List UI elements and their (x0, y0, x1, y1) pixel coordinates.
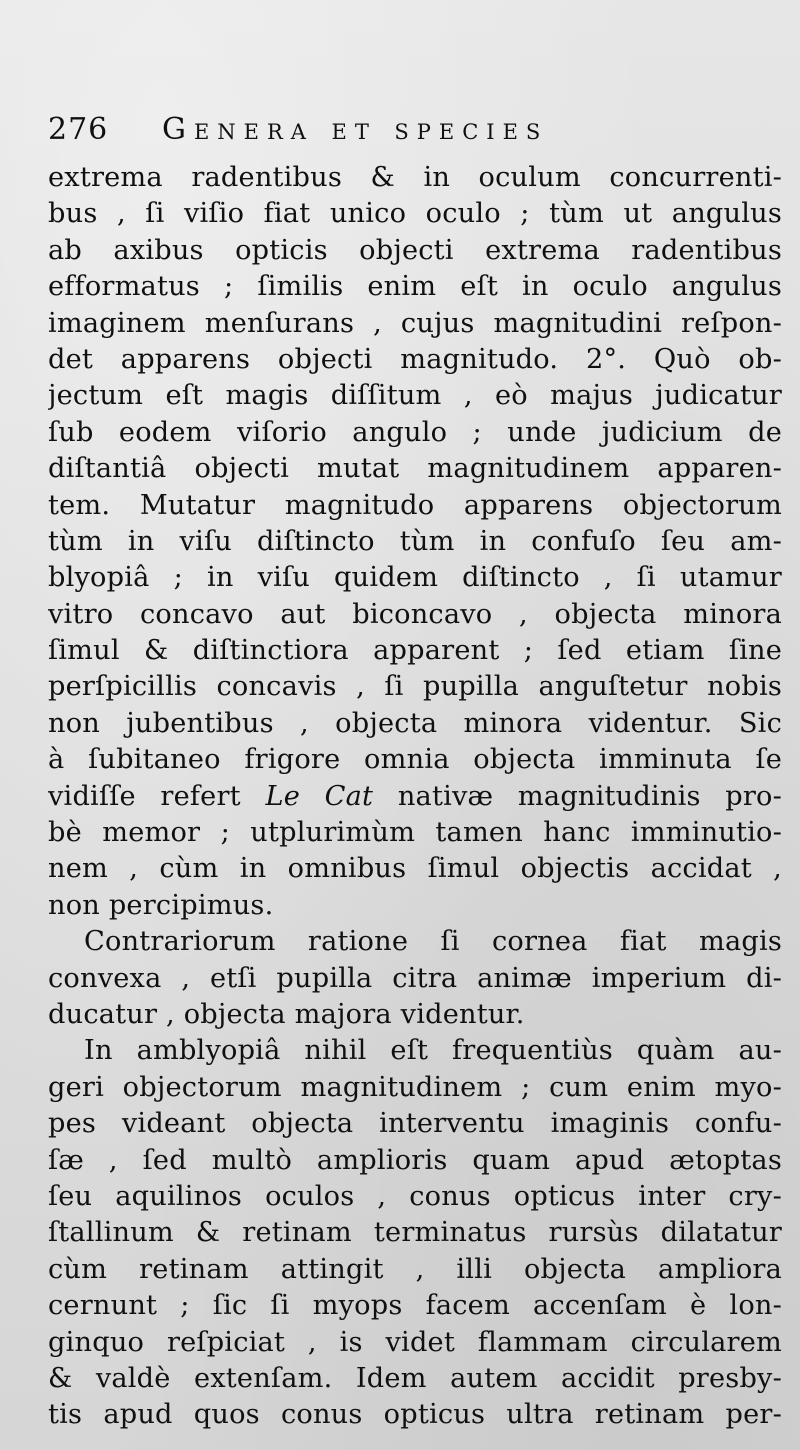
running-head: Genera et species (162, 112, 549, 147)
text-line: tùm in viſu diſtincto tùm in confuſo ſeu am- (48, 525, 782, 557)
text-line: efformatus ; ſimilis enim eſt in oculo angulus (48, 271, 782, 303)
text-line: ſub eodem viſorio angulo ; unde judicium de (48, 416, 782, 448)
text-line: tis apud quos conus opticus ultra retinam per- (48, 1399, 782, 1431)
text-line: imaginem menſurans , cujus magnitudini reſpon- (48, 307, 782, 339)
text-line-end: nativæ magnitudinis pro- (397, 780, 782, 812)
text-line: non percipimus. (48, 889, 274, 921)
text-line: In amblyopiâ nihil eſt frequentiùs quàm au- (84, 1035, 782, 1067)
text-line-start: vidiſſe refert (48, 780, 241, 812)
text-line: & valdè extenſam. Idem autem accidit presby- (48, 1362, 782, 1394)
page-header (48, 112, 776, 158)
page-number: 276 (48, 112, 109, 147)
text-line: ſæ , ſed multò amplioris quam apud ætoptas (48, 1144, 782, 1176)
text-line: à ſubitaneo frigore omnia objecta imminuta ſe (48, 744, 782, 776)
body-text (48, 160, 782, 1434)
text-line: blyopiâ ; in viſu quidem diſtincto , ſi utamur (48, 562, 782, 594)
text-line: ab axibus opticis objecti extrema radentibus (48, 234, 782, 266)
text-line: nem , cùm in omnibus ſimul objectis accidat , (48, 853, 782, 885)
text-line: ſeu aquilinos oculos , conus opticus inter cry- (48, 1180, 782, 1212)
text-line: vitro concavo aut biconcavo , objecta minora (48, 598, 782, 630)
text-line: geri objectorum magnitudinem ; cum enim myo- (48, 1071, 782, 1103)
text-line: bè memor ; utplurimùm tamen hanc imminutio- (48, 817, 782, 849)
text-line: jectum eſt magis diſſitum , eò majus judicatur (48, 380, 782, 412)
text-line: pes videant objecta interventu imaginis confu- (48, 1108, 782, 1140)
text-line: tem. Mutatur magnitudo apparens objectorum (48, 489, 782, 521)
text-line: perſpicillis concavis , ſi pupilla anguſtetur nobis (48, 671, 782, 703)
text-line: bus , ſi viſio fiat unico oculo ; tùm ut angulus (48, 198, 782, 230)
text-line: ſimul & diſtinctiora apparent ; ſed etiam ſine (48, 635, 782, 667)
text-line: convexa , etſi pupilla citra animæ imperium di- (48, 962, 782, 994)
text-line: non jubentibus , objecta minora videntur. Sic (48, 707, 782, 739)
text-line: cernunt ; ſic ſi myops facem accenſam è lon- (48, 1290, 782, 1322)
text-line: extrema radentibus & in oculum concurrenti- (48, 162, 782, 193)
text-line: diſtantiâ objecti mutat magnitudinem apparen- (48, 453, 782, 485)
text-line: det apparens objecti magnitudo. 2°. Quò ob- (48, 343, 782, 375)
text-line: ſtallinum & retinam terminatus rursùs dilatatur (48, 1217, 782, 1249)
text-line: ginquo reſpiciat , is videt flammam circularem (48, 1326, 782, 1358)
text-line: cùm retinam attingit , illi objecta ampliora (48, 1253, 782, 1285)
author-name: Le Cat (265, 780, 374, 812)
text-line: ducatur , objecta majora videntur. (48, 998, 525, 1030)
text-line: Contrariorum ratione ſi cornea fiat magis (84, 926, 782, 958)
text-line-with-author (48, 779, 782, 815)
